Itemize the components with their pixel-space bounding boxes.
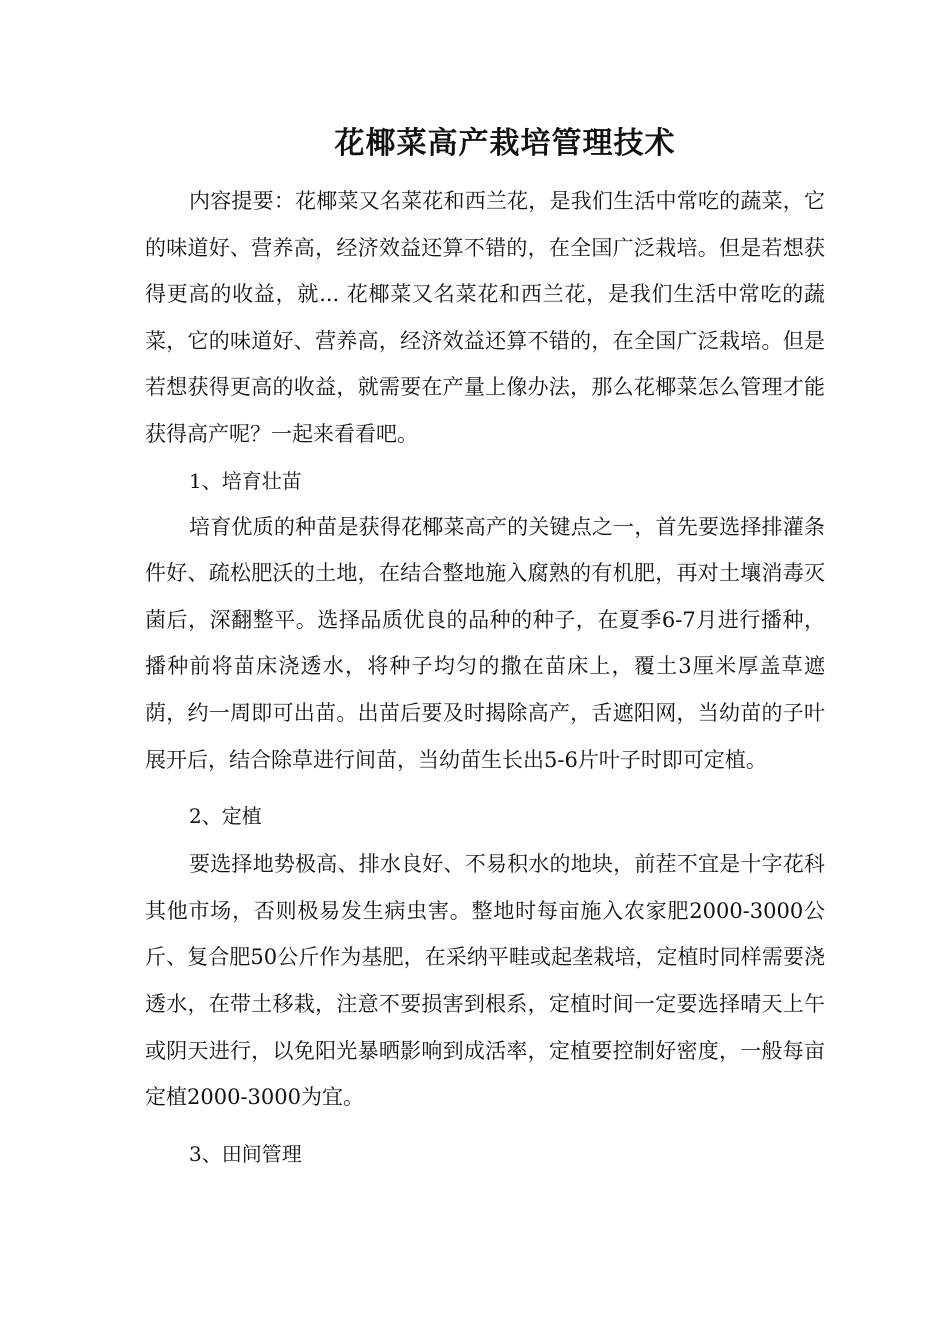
- document-title: 花椰菜高产栽培管理技术: [334, 126, 676, 161]
- abstract-paragraph: 内容提要：花椰菜又名菜花和西兰花，是我们生活中常吃的蔬菜，它的味道好、营养高，经济效益还算不错的，在全国广泛栽培。但是若想获得更高的收益，就... 花椰菜又名菜花和西兰花，是我们生活中常吃的蔬菜，它的味道好、营养高，经济效益还算不错的，在全国广泛栽培。但是若想获得更高的收益，就需要在产量上像办法，那么花椰菜怎么管理才能获得高产呢？一起来看看吧。: [145, 189, 825, 446]
- document-page: [145, 118, 825, 1177]
- section-heading-1: 1、培育壮苗: [189, 468, 302, 493]
- section-body-1: 培育优质的种苗是获得花椰菜高产的关键点之一，首先要选择排灌条件好、疏松肥沃的土地，在结合整地施入腐熟的有机肥，再对土壤消毒灭菌后，深翻整平。选择品质优良的品种的种子，在夏季6-7月进行播种，播种前将苗床浇透水，将种子均匀的撒在苗床上，覆土3厘米厚盖草遮荫，约一周即可出苗。出苗后要及时揭除高产，舌遮阳网，当幼苗的子叶展开后，结合除草进行间苗，当幼苗生长出5-6片叶子时即可定植。: [145, 514, 825, 772]
- section-heading-2: 2、定植: [189, 804, 262, 829]
- section-body-2: 要选择地势极高、排水良好、不易积水的地块，前茬不宜是十字花科其他市场，否则极易发生病虫害。整地时每亩施入农家肥2000-3000公斤、复合肥50公斤作为基肥，在采纳平畦或起垄栽培，定植时同样需要浇透水，在带土移栽，注意不要损害到根系，定植时间一定要选择晴天上午或阴天进行，以免阳光暴晒影响到成活率，定植要控制好密度，一般每亩定植2000-3000为宜。: [145, 852, 825, 1110]
- section-heading-3: 3、田间管理: [189, 1141, 302, 1166]
